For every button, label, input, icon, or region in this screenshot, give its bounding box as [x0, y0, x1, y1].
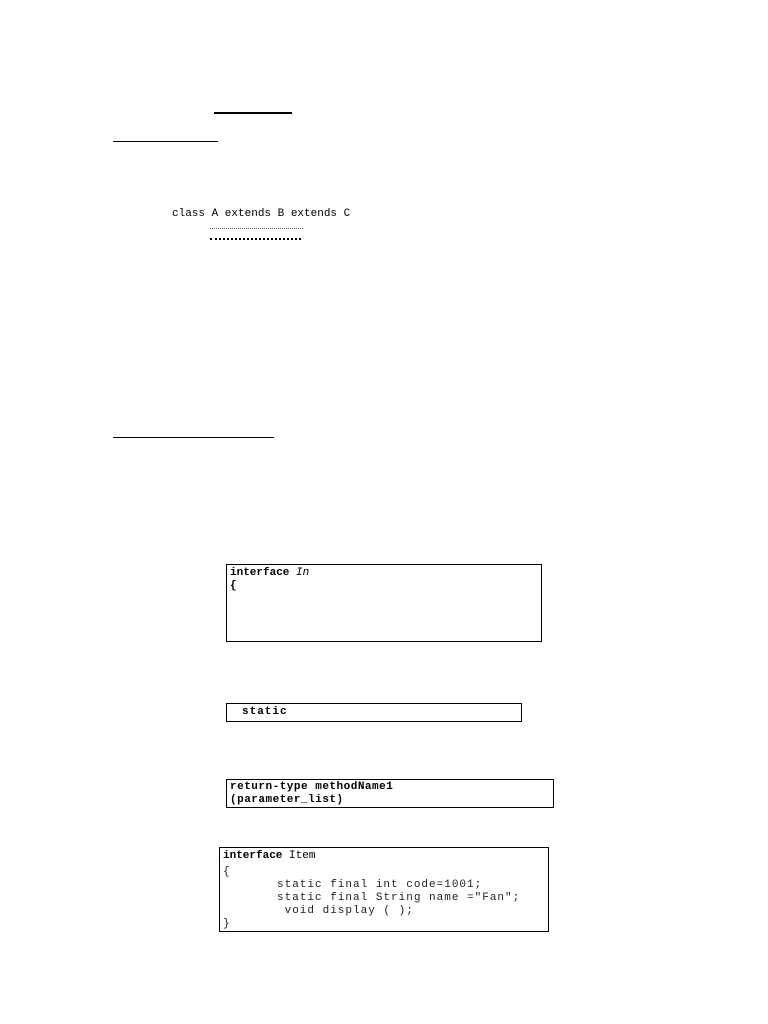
- section-heading-underline-2: [113, 437, 274, 438]
- open-brace: {: [230, 580, 237, 592]
- interface-keyword: interface: [223, 850, 283, 862]
- method-line-2: (parameter_list): [230, 794, 344, 806]
- close-brace: }: [223, 918, 231, 930]
- interface-name: Item: [289, 850, 316, 862]
- interface-in-box: [226, 564, 542, 642]
- static-box: [226, 703, 522, 722]
- dotted-underline-2: [210, 238, 301, 240]
- interface-item-line: [223, 850, 315, 863]
- interface-keyword: interface: [230, 567, 290, 579]
- code-line-1: static final int code=1001;: [277, 879, 483, 891]
- interface-in-line: [230, 567, 309, 580]
- code-line-2: static final String name ="Fan";: [277, 892, 521, 904]
- code-line-3: void display ( );: [277, 905, 414, 917]
- method-signature-box: [226, 779, 554, 808]
- interface-name: In: [296, 567, 310, 579]
- open-brace: {: [223, 866, 231, 878]
- interface-item-box: [219, 847, 549, 932]
- inheritance-code: class A extends B extends C: [172, 208, 351, 220]
- static-text: static: [242, 706, 288, 718]
- title-underline: [214, 112, 292, 114]
- dotted-underline-1: [210, 228, 303, 229]
- method-line-1: return-type methodName1: [230, 781, 394, 793]
- section-heading-underline-1: [113, 141, 218, 142]
